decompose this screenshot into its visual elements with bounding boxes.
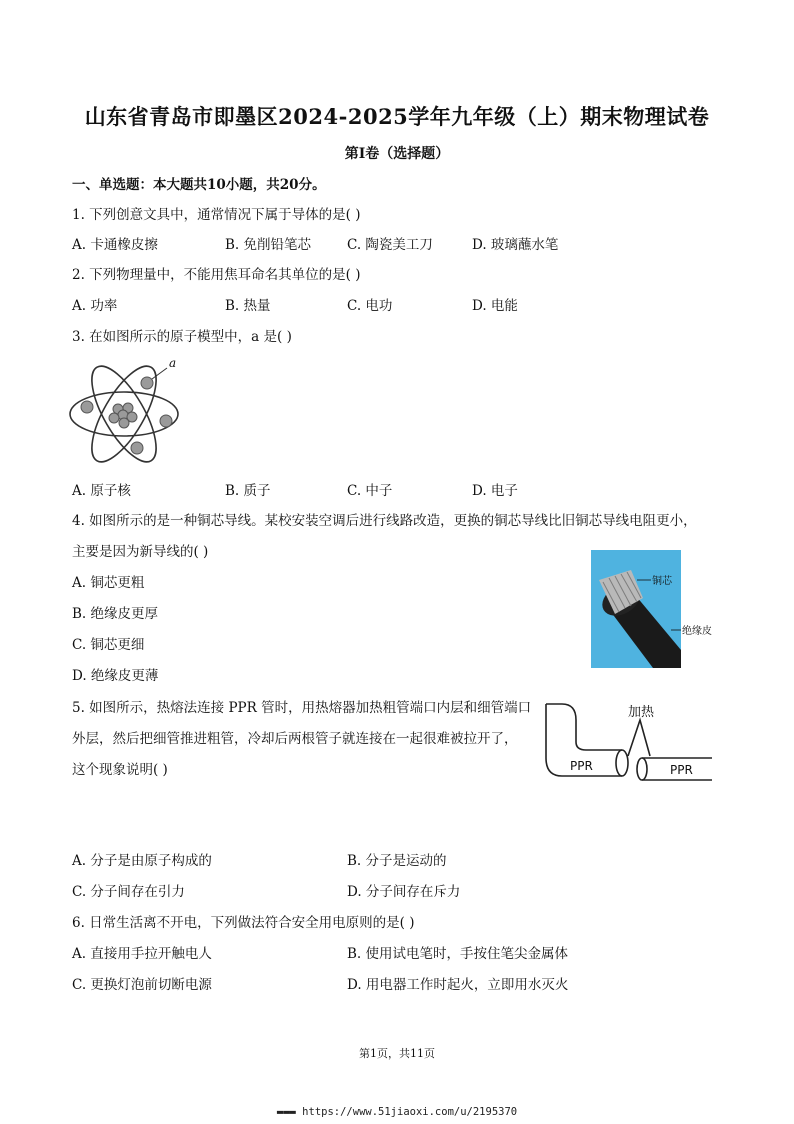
copper-wire-figure	[591, 550, 719, 668]
question-2-option-c: C. 电功	[347, 298, 393, 314]
question-2-option-b: B. 热量	[225, 298, 271, 314]
question-4-option-d: D. 绝缘皮更薄	[72, 668, 159, 684]
question-5-stem-line3: 这个现象说明( )	[72, 762, 168, 778]
question-3-option-b: B. 质子	[225, 483, 271, 499]
label-ppr-thin: PPR	[670, 763, 693, 777]
electron-left	[81, 401, 93, 413]
label-heating: 加热	[628, 705, 655, 720]
question-5-stem-line2: 外层，然后把细管推进粗管，冷却后两根管子就连接在一起很难被拉开了，	[72, 731, 518, 747]
question-4-option-b: B. 绝缘皮更厚	[72, 606, 159, 622]
thick-pipe-outer-top	[546, 704, 622, 750]
ppr-pipe-figure	[542, 698, 718, 788]
page-title: 山东省青岛市即墨区2024-2025学年九年级（上）期末物理试卷	[84, 104, 710, 129]
question-1-option-b: B. 免削铅笔芯	[225, 237, 312, 253]
question-3-option-d: D. 电子	[472, 483, 518, 499]
page-number: 第1页，共11页	[359, 1047, 435, 1060]
question-4-stem-line2: 主要是因为新导线的( )	[72, 544, 209, 560]
section-heading: 一、单选题：本大题共10小题，共20分。	[72, 177, 326, 193]
question-2-stem: 2. 下列物理量中，不能用焦耳命名其单位的是( )	[72, 267, 361, 283]
page-subtitle: 第Ⅰ卷（选择题）	[344, 146, 450, 162]
question-5-option-a: A. 分子是由原子构成的	[72, 853, 212, 869]
label-a: a	[169, 356, 177, 370]
electron-right	[160, 415, 172, 427]
question-5-stem-line1: 5. 如图所示，热熔法连接 PPR 管时，用热熔器加热粗管端口内层和细管端口	[72, 700, 532, 716]
thin-pipe-end	[637, 758, 647, 780]
question-6-stem: 6. 日常生活离不开电，下列做法符合安全用电原则的是( )	[72, 915, 415, 931]
electron-top	[141, 377, 153, 389]
question-6-option-a: A. 直接用手拉开触电人	[72, 946, 212, 962]
question-6-option-d: D. 用电器工作时起火，立即用水灭火	[347, 977, 569, 993]
question-2-option-d: D. 电能	[472, 298, 518, 314]
heat-marker	[628, 720, 650, 756]
question-1-option-a: A. 卡通橡皮擦	[72, 237, 158, 253]
question-6-option-c: C. 更换灯泡前切断电源	[72, 977, 212, 993]
thick-pipe-mouth	[616, 750, 628, 776]
question-3-stem: 3. 在如图所示的原子模型中，a 是( )	[72, 329, 292, 345]
question-5-option-b: B. 分子是运动的	[347, 853, 447, 869]
question-5-option-c: C. 分子间存在引力	[72, 884, 185, 900]
question-4-stem-line1: 4. 如图所示的是一种铜芯导线。某校安装空调后进行线路改造，更换的铜芯导线比旧铜芯导线电阻更小，	[72, 513, 697, 529]
question-4-option-a: A. 铜芯更粗	[72, 575, 145, 591]
electron-bottom	[131, 442, 143, 454]
question-6-option-b: B. 使用试电笔时，手按住笔尖金属体	[347, 946, 569, 962]
label-ppr-thick: PPR	[570, 759, 593, 773]
question-1-option-d: D. 玻璃蘸水笔	[472, 237, 559, 253]
watermark-url: ▬▬▬ https://www.51jiaoxi.com/u/2195370	[276, 1106, 518, 1118]
question-2-option-a: A. 功率	[72, 298, 118, 314]
question-1-stem: 1. 下列创意文具中，通常情况下属于导体的是( )	[72, 207, 361, 223]
question-1-option-c: C. 陶瓷美工刀	[347, 237, 433, 253]
question-3-option-c: C. 中子	[347, 483, 393, 499]
question-4-option-c: C. 铜芯更细	[72, 637, 145, 653]
label-copper-core: 铜芯	[652, 576, 672, 587]
question-3-option-a: A. 原子核	[72, 483, 131, 499]
label-insulation: 绝缘皮	[682, 626, 712, 637]
atom-model-figure	[68, 352, 188, 467]
question-5-option-d: D. 分子间存在斥力	[347, 884, 461, 900]
